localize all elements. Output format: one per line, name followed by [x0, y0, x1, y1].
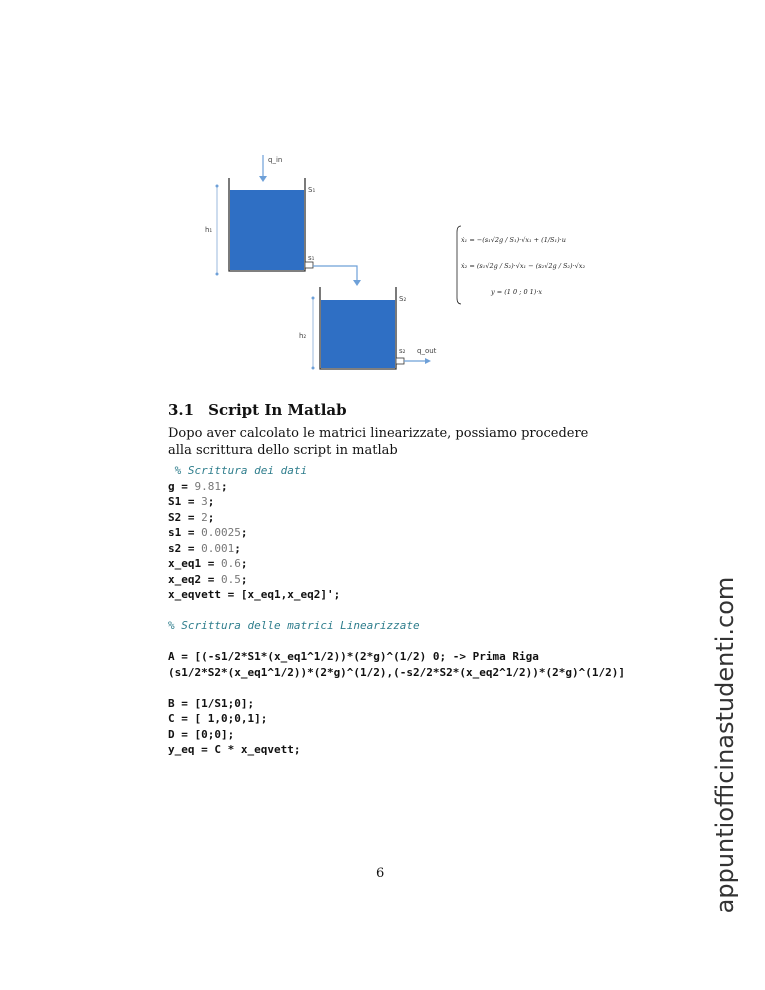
page-number: 6: [376, 866, 385, 881]
matlab-code-block: [168, 463, 625, 758]
section-number: 3.1: [168, 401, 195, 419]
label-q-out: q_out: [417, 347, 437, 355]
section-heading: [168, 401, 347, 419]
label-s1: s₁: [308, 254, 315, 262]
code-blank-line: [168, 680, 625, 696]
code-line-s2: s2 = 0.001;: [168, 541, 241, 555]
code-comment-matrici: % Scrittura delle matrici Linearizzate: [168, 619, 420, 632]
code-line-B: B = [1/S1;0];: [168, 696, 255, 710]
label-q-in: q_in: [268, 156, 283, 164]
state-equations-image: [455, 222, 585, 306]
label-h2: h₂: [299, 332, 307, 340]
code-line-x-eqvett: x_eqvett = [x_eq1,x_eq2]';: [168, 588, 341, 601]
code-line-S1: S1 = 3;: [168, 495, 215, 508]
equation-line-3: y = (1 0 ; 0 1)·x: [491, 288, 543, 296]
code-line-D: D = [0;0];: [168, 727, 235, 741]
code-line-C: C = [ 1,0;0,1];: [168, 712, 268, 725]
tank-1-water: [230, 190, 304, 270]
equation-line-2: ẋ₂ = (s₁√2g / S₂)·√x₁ − (s₂√2g / S₂)·√x₂: [461, 262, 585, 270]
two-tank-diagram: [195, 150, 445, 380]
code-line-x-eq2: x_eq2 = 0.5;: [168, 572, 248, 586]
outlet-2: [396, 358, 404, 364]
code-blank-line: [168, 603, 625, 619]
label-s2: s₂: [399, 347, 406, 355]
code-line-A-2: (s1/2*S2*(x_eq1^1/2))*(2*g)^(1/2),(-s2/2*S2*(x_eq2^1/2))*(2*g)^(1/2)]: [168, 665, 625, 679]
code-line-x-eq1: x_eq1 = 0.6;: [168, 557, 248, 570]
code-line-A-1: A = [(-s1/2*S1*(x_eq1^1/2))*(2*g)^(1/2) 0; -> Prima Riga: [168, 650, 539, 663]
code-line-y-eq: y_eq = C * x_eqvett;: [168, 743, 301, 756]
code-line-s1: s1 = 0.0025;: [168, 526, 248, 539]
code-line-g: g = 9.81;: [168, 479, 228, 493]
code-comment-dati: % Scrittura dei dati: [168, 464, 308, 477]
code-blank-line: [168, 634, 625, 650]
outlet-1: [305, 262, 313, 268]
label-h1: h₁: [205, 226, 213, 234]
inflow-arrowhead: [259, 176, 267, 182]
code-line-S2: S2 = 2;: [168, 510, 215, 524]
equation-line-1: ẋ₁ = −(s₁√2g / S₁)·√x₁ + (1/S₁)·u: [461, 236, 566, 244]
watermark-text: appuntiofficinastudenti.com: [711, 576, 739, 914]
section-intro-paragraph: Dopo aver calcolato le matrici linearizzate, possiamo procedere alla scrittura dello script in matlab: [168, 426, 589, 458]
label-S1: S₁: [308, 186, 316, 194]
section-title: Script In Matlab: [208, 401, 347, 419]
watermark: [700, 576, 750, 914]
tank-2-water: [321, 300, 395, 368]
pipe-1-to-2: [313, 266, 357, 282]
label-S2: S₂: [399, 295, 407, 303]
